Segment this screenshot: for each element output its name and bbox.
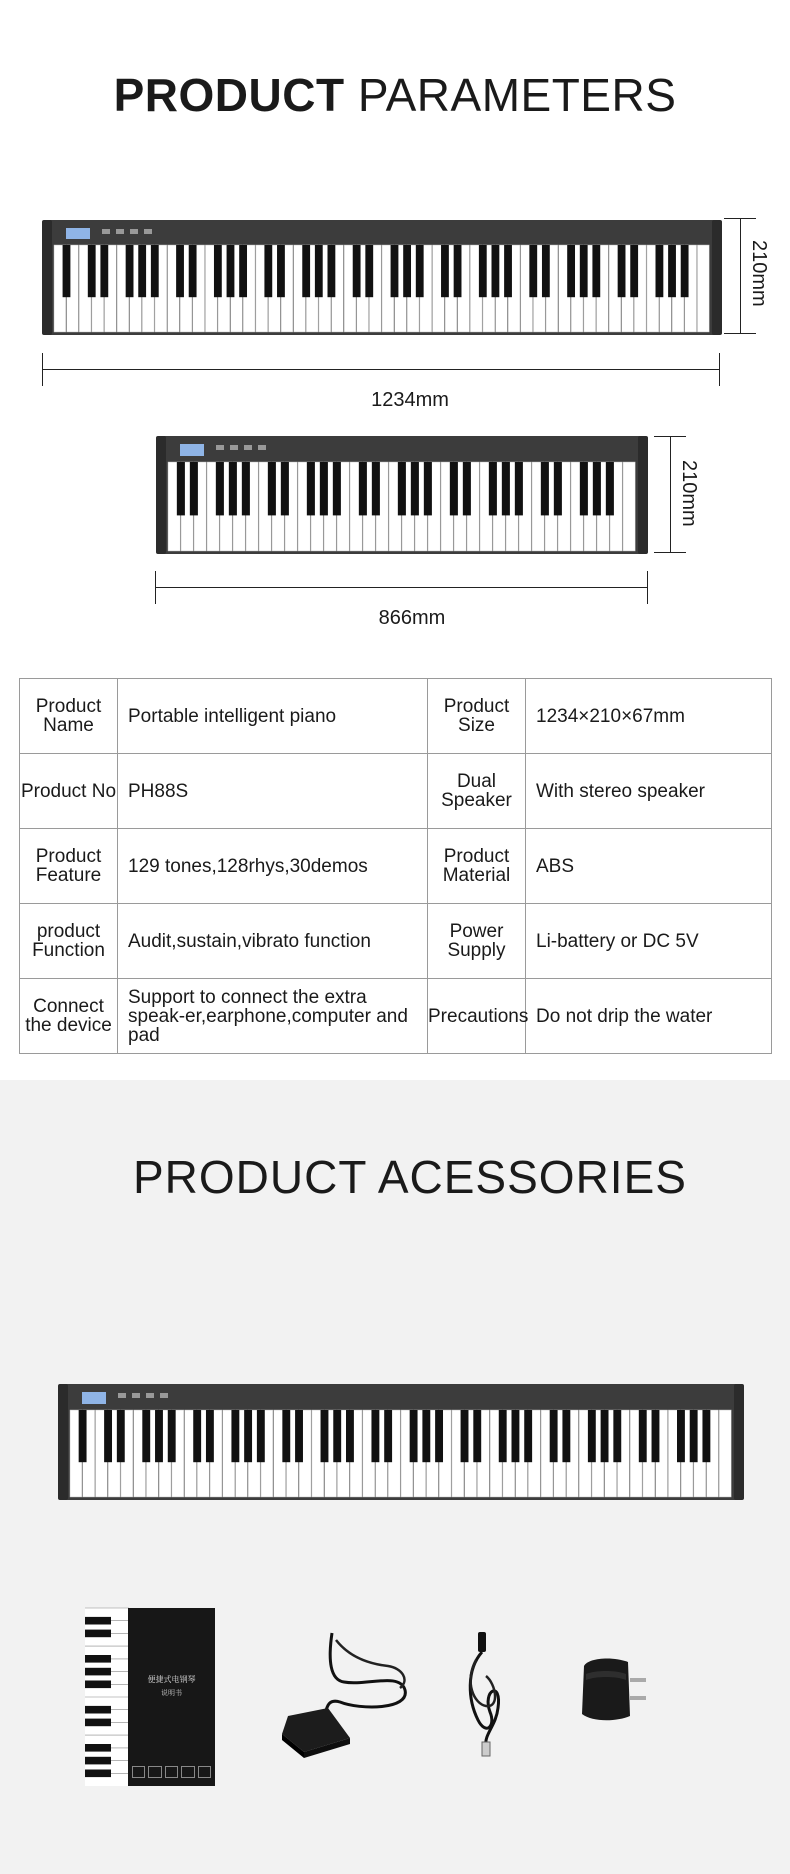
- black-key: [398, 462, 406, 515]
- piano-endcap: [712, 220, 722, 335]
- black-key: [85, 1744, 111, 1752]
- black-key: [499, 1410, 507, 1462]
- black-key: [79, 1410, 87, 1462]
- black-key: [384, 1410, 392, 1462]
- spec-key: Product Material: [428, 829, 526, 904]
- piano-88-height-label: 210mm: [748, 240, 770, 307]
- spec-row: [20, 829, 772, 904]
- black-key: [117, 1410, 125, 1462]
- control-button: [146, 1393, 154, 1398]
- black-key: [346, 1410, 354, 1462]
- black-key: [593, 462, 601, 515]
- white-key: [697, 245, 709, 332]
- spec-key: Dual Speaker: [428, 754, 526, 829]
- black-key: [257, 1410, 265, 1462]
- black-key: [542, 245, 550, 297]
- black-key: [372, 462, 380, 515]
- spec-key: Power Supply: [428, 904, 526, 979]
- black-key: [681, 245, 689, 297]
- lcd-display: [66, 228, 90, 239]
- piano-keys-graphic: [85, 1608, 129, 1786]
- sustain-pedal-icon: [270, 1630, 420, 1760]
- spec-key: product Function: [20, 904, 118, 979]
- spec-value: Support to connect the extra speak-er,earphone,computer and pad: [118, 979, 428, 1054]
- lcd-display: [180, 444, 204, 456]
- black-key: [85, 1668, 111, 1676]
- black-key: [371, 1410, 379, 1462]
- black-key: [668, 245, 676, 297]
- manual-title: 便捷式电钢琴: [147, 1675, 196, 1684]
- power-adapter-icon: [572, 1650, 662, 1730]
- control-button: [116, 229, 124, 234]
- black-key: [588, 1410, 596, 1462]
- piano-endcap: [638, 436, 648, 554]
- control-button: [144, 229, 152, 234]
- black-key: [281, 462, 289, 515]
- black-key: [554, 462, 562, 515]
- black-key: [85, 1617, 111, 1625]
- manual-icons-row: [132, 1766, 211, 1778]
- control-button: [130, 229, 138, 234]
- spec-value: 1234×210×67mm: [526, 679, 772, 754]
- spec-table: [19, 678, 772, 1054]
- control-button: [244, 445, 252, 450]
- black-key: [295, 1410, 303, 1462]
- black-key: [229, 462, 237, 515]
- control-button: [230, 445, 238, 450]
- black-key: [85, 1706, 111, 1714]
- manual-subtitle: 说明书: [161, 1689, 182, 1697]
- piano-endcap: [734, 1384, 744, 1500]
- black-key: [63, 245, 71, 297]
- spec-key: Connect the device: [20, 979, 118, 1054]
- black-key: [264, 245, 272, 297]
- black-key: [142, 1410, 150, 1462]
- black-key: [479, 245, 487, 297]
- black-key: [333, 462, 341, 515]
- black-key: [227, 245, 235, 297]
- black-key: [85, 1630, 111, 1638]
- black-key: [492, 245, 500, 297]
- black-key: [461, 1410, 469, 1462]
- black-key: [630, 245, 638, 297]
- black-key: [333, 1410, 341, 1462]
- black-key: [613, 1410, 621, 1462]
- black-key: [242, 462, 250, 515]
- black-key: [277, 245, 285, 297]
- piano-61-image: [156, 436, 648, 554]
- black-key: [677, 1410, 685, 1462]
- black-key: [515, 462, 523, 515]
- black-key: [656, 245, 664, 297]
- spec-row: [20, 754, 772, 829]
- piano-88-image: [42, 220, 722, 335]
- black-key: [176, 245, 184, 297]
- piano-endcap: [58, 1384, 68, 1500]
- piano-61-height-label: 210mm: [678, 460, 700, 527]
- black-key: [489, 462, 497, 515]
- spec-value: Audit,sustain,vibrato function: [118, 904, 428, 979]
- black-key: [239, 245, 247, 297]
- black-key: [359, 462, 367, 515]
- spec-row: [20, 979, 772, 1054]
- spec-value: Li-battery or DC 5V: [526, 904, 772, 979]
- black-key: [85, 1719, 111, 1727]
- black-key: [189, 245, 197, 297]
- black-key: [473, 1410, 481, 1462]
- black-key: [450, 462, 458, 515]
- spec-value: PH88S: [118, 754, 428, 829]
- black-key: [424, 462, 432, 515]
- piano-88-width-label: 1234mm: [371, 389, 449, 411]
- black-key: [206, 1410, 214, 1462]
- black-key: [403, 245, 411, 297]
- dim-line-vertical: [740, 218, 741, 334]
- black-key: [592, 245, 600, 297]
- control-button: [118, 1393, 126, 1398]
- black-key: [422, 1410, 430, 1462]
- black-key: [435, 1410, 443, 1462]
- spec-key: Product Size: [428, 679, 526, 754]
- black-key: [100, 245, 108, 297]
- spec-key: Product No: [20, 754, 118, 829]
- black-key: [411, 462, 419, 515]
- black-key: [652, 1410, 660, 1462]
- spec-row: [20, 679, 772, 754]
- black-key: [151, 245, 159, 297]
- spec-value: With stereo speaker: [526, 754, 772, 829]
- black-key: [391, 245, 399, 297]
- black-key: [639, 1410, 647, 1462]
- piano-88-accessory-image: [58, 1384, 744, 1500]
- control-button: [102, 229, 110, 234]
- black-key: [410, 1410, 418, 1462]
- black-key: [353, 245, 361, 297]
- white-key: [719, 1410, 731, 1497]
- black-key: [302, 245, 310, 297]
- black-key: [541, 462, 549, 515]
- black-key: [138, 245, 146, 297]
- black-key: [320, 462, 328, 515]
- black-key: [580, 462, 588, 515]
- black-key: [307, 462, 315, 515]
- accessories-title: PRODUCT ACESSORIES: [133, 1151, 687, 1203]
- black-key: [214, 245, 222, 297]
- black-key: [231, 1410, 239, 1462]
- black-key: [193, 1410, 201, 1462]
- black-key: [502, 462, 510, 515]
- black-key: [315, 245, 323, 297]
- black-key: [365, 245, 373, 297]
- spec-value: 129 tones,128rhys,30demos: [118, 829, 428, 904]
- black-key: [244, 1410, 252, 1462]
- parameters-title: PRODUCT PARAMETERS: [113, 69, 677, 121]
- spec-key: Product Name: [20, 679, 118, 754]
- black-key: [454, 245, 462, 297]
- control-button: [160, 1393, 168, 1398]
- black-key: [416, 245, 424, 297]
- black-key: [168, 1410, 176, 1462]
- black-key: [126, 245, 134, 297]
- black-key: [282, 1410, 290, 1462]
- black-key: [441, 245, 449, 297]
- spec-value: ABS: [526, 829, 772, 904]
- black-key: [463, 462, 471, 515]
- piano-61-width-label: 866mm: [378, 607, 446, 629]
- black-key: [512, 1410, 520, 1462]
- black-key: [85, 1681, 111, 1689]
- black-key: [690, 1410, 698, 1462]
- black-key: [606, 462, 614, 515]
- white-key: [623, 462, 635, 551]
- spec-row: [20, 904, 772, 979]
- black-key: [580, 245, 588, 297]
- piano-endcap: [42, 220, 52, 335]
- black-key: [702, 1410, 710, 1462]
- spec-value: Do not drip the water: [526, 979, 772, 1054]
- black-key: [504, 245, 512, 297]
- black-key: [524, 1410, 532, 1462]
- manual-cover: [128, 1608, 215, 1786]
- usb-cable-icon: [456, 1630, 516, 1760]
- manual-booklet: [85, 1608, 215, 1786]
- black-key: [268, 462, 276, 515]
- control-button: [132, 1393, 140, 1398]
- spec-key: Product Feature: [20, 829, 118, 904]
- black-key: [321, 1410, 329, 1462]
- black-key: [85, 1770, 111, 1778]
- black-key: [155, 1410, 163, 1462]
- black-key: [529, 245, 537, 297]
- dim-line-horizontal: [42, 369, 720, 370]
- black-key: [85, 1757, 111, 1765]
- piano-endcap: [156, 436, 166, 554]
- black-key: [550, 1410, 558, 1462]
- black-key: [618, 245, 626, 297]
- black-key: [567, 245, 575, 297]
- black-key: [85, 1655, 111, 1663]
- black-key: [216, 462, 224, 515]
- spec-value: Portable intelligent piano: [118, 679, 428, 754]
- black-key: [562, 1410, 570, 1462]
- black-key: [104, 1410, 112, 1462]
- black-key: [190, 462, 198, 515]
- lcd-display: [82, 1392, 106, 1404]
- spec-key: Precautions: [428, 979, 526, 1054]
- black-key: [88, 245, 96, 297]
- black-key: [328, 245, 336, 297]
- control-button: [258, 445, 266, 450]
- black-key: [601, 1410, 609, 1462]
- control-button: [216, 445, 224, 450]
- black-key: [177, 462, 185, 515]
